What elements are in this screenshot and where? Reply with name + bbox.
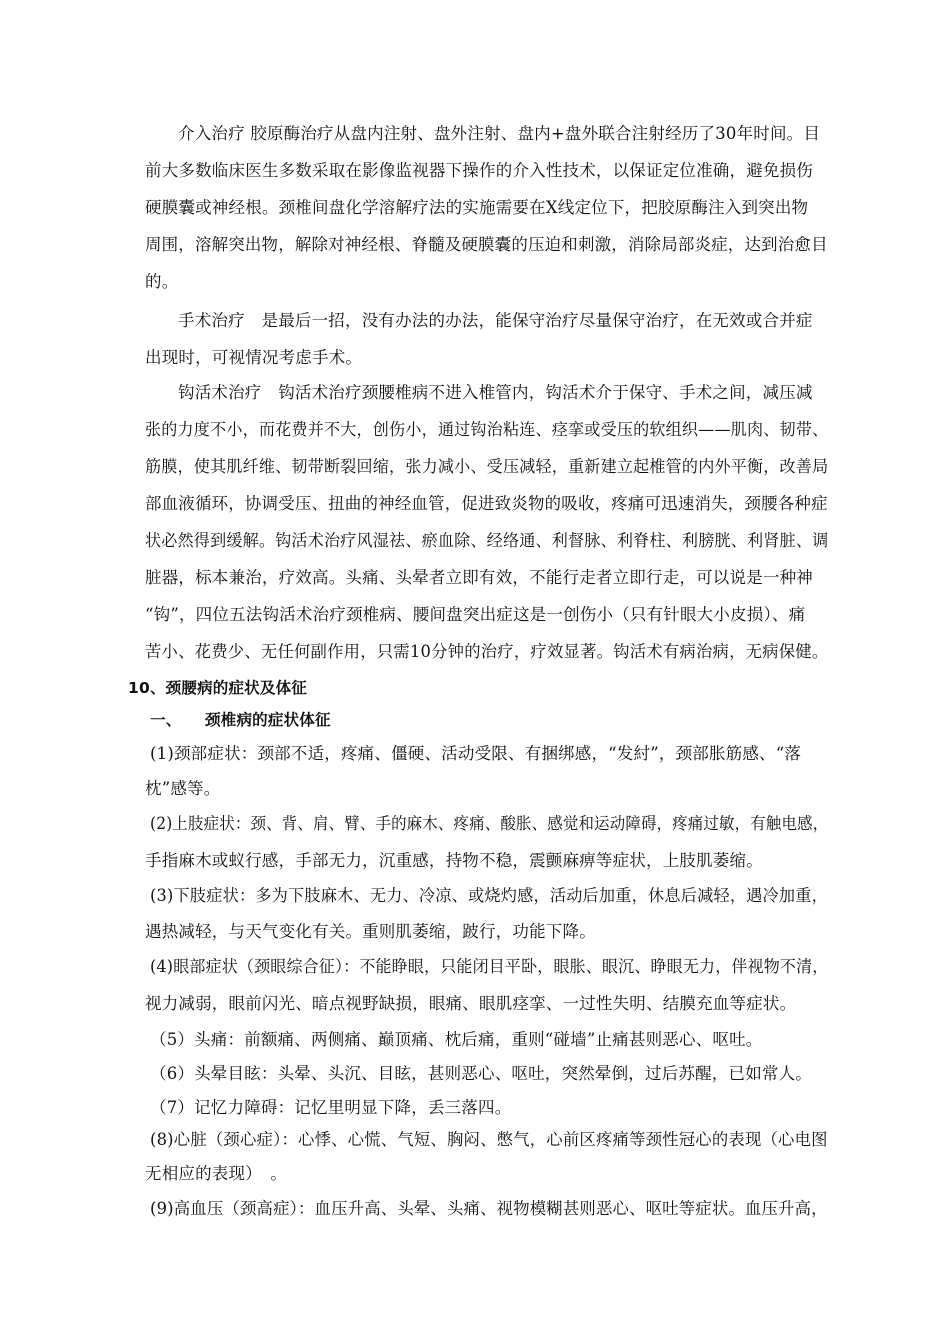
hook-therapy-line: 状必然得到缓解。钩活术治疗风湿祛、瘀血除、经络通、利督脉、利脊柱、利膀胱、利肾脏、调 [145,531,829,550]
symptom-line: (8)心脏（颈心症）：心悸、心慌、气短、胸闷、憋气，心前区疼痛等颈性冠心的表现（心电图 [150,1130,828,1149]
intervention-line: 硬膜囊或神经根。颈椎间盘化学溶解疗法的实施需要在X线定位下，把胶原酶注入到突出物 [145,198,809,217]
symptom-line: (1)颈部症状：颈部不适，疼痛、僵硬、活动受限、有捆绑感，“发紂”，颈部胀筋感、“落 [150,744,802,763]
intervention-line: 前大多数临床医生多数采取在影像监视器下操作的介入性技术，以保证定位准确，避免损伤 [145,161,813,180]
surgery-line: 出现时，可视情况考虑手术。 [145,348,363,367]
symptom-line: 手指麻木或蚁行感，手部无力，沉重感，持物不稳，震颤麻痹等症状，上肢肌萎缩。 [145,851,763,870]
hook-therapy-line: 苦小、花费少、无任何副作用，只需10分钟的治疗，疗效显著。钩活术有病治病，无病保健。 [145,642,829,661]
subsection-heading: 一、 颈椎病的症状体征 [150,711,331,729]
hook-therapy-line: 部血液循环，协调受压、扭曲的神经血管，促进致炎物的吸收，疼痛可迅速消失，颈腰各种症 [145,494,828,513]
intervention-line: 的。 [145,272,179,291]
symptom-line: 视力减弱，眼前闪光、暗点视野缺损，眼痛、眼肌痉挛、一过性失明、结膜充血等症状。 [145,994,797,1013]
section-heading: 10、颈腰病的症状及体征 [128,679,307,697]
hook-therapy-line: 张的力度不小，而花费并不大，创伤小，通过钩治粘连、痉挛或受压的软组织——肌肉、韧带、 [145,420,829,439]
symptom-line: (3)下肢症状：多为下肢麻木、无力、冷凉、或烧灼感，活动后加重，休息后减轻，遇冷加重， [150,886,829,905]
surgery-line: 手术治疗 是最后一招，没有办法的办法，能保守治疗尽量保守治疗，在无效或合并症 [178,311,813,330]
symptom-line: (9)高血压（颈高症）：血压升高、头晕、头痛、视物模糊甚则恶心、呕吐等症状。血压升高， [150,1199,828,1218]
symptom-line: 无相应的表现） 。 [145,1164,288,1183]
hook-therapy-line: 筋膜，使其肌纤维、韧带断裂回缩，张力减小、受压减轻，重新建立起椎管的内外平衡，改善局 [145,457,829,476]
hook-therapy-line: 钩活术治疗 钩活术治疗颈腰椎病不进入椎管内，钩活术介于保守、手术之间，减压减 [178,383,813,402]
symptom-line: （5）头痛：前额痛、两侧痛、巅顶痛、枕后痛，重则“碰墙”止痛甚则恶心、呕吐。 [150,1030,763,1049]
symptom-line: （6）头晕目眩：头晕、头沉、目眩，甚则恶心、呕吐，突然晕倒，过后苏醒，已如常人。 [150,1064,812,1083]
symptom-line: 枕”感等。 [145,779,221,798]
intervention-line: 周围，溶解突出物，解除对神经根、脊髓及硬膜囊的压迫和刺激，消除局部炎症，达到治愈目 [145,235,828,254]
hook-therapy-line: 脏器，标本兼治，疗效高。头痛、头晕者立即有效，不能行走者立即行走，可以说是一种神 [145,568,813,587]
symptom-line: （7）记忆力障碍：记忆里明显下降，丢三落四。 [150,1098,512,1117]
symptom-line: (4)眼部症状（颈眼综合征）：不能睁眼，只能闭目平卧，眼胀、眼沉、睁眼无力，伴视物不清， [150,957,829,976]
symptom-line: (2)上肢症状：颈、背、肩、臂、手的麻木、疼痛、酸胀、感觉和运动障碍，疼痛过敏，有触电感， [150,814,829,833]
hook-therapy-line: “钩”，四位五法钩活术治疗颈椎病、腰间盘突出症这是一创伤小（只有针眼大小皮损）、痛 [145,605,806,624]
symptom-line: 遇热减轻，与天气变化有关。重则肌萎缩，跛行，功能下降。 [145,922,596,941]
intervention-line: 介入治疗 胶原酶治疗从盘内注射、盘外注射、盘内+盘外联合注射经历了30年时间。目 [178,124,821,143]
